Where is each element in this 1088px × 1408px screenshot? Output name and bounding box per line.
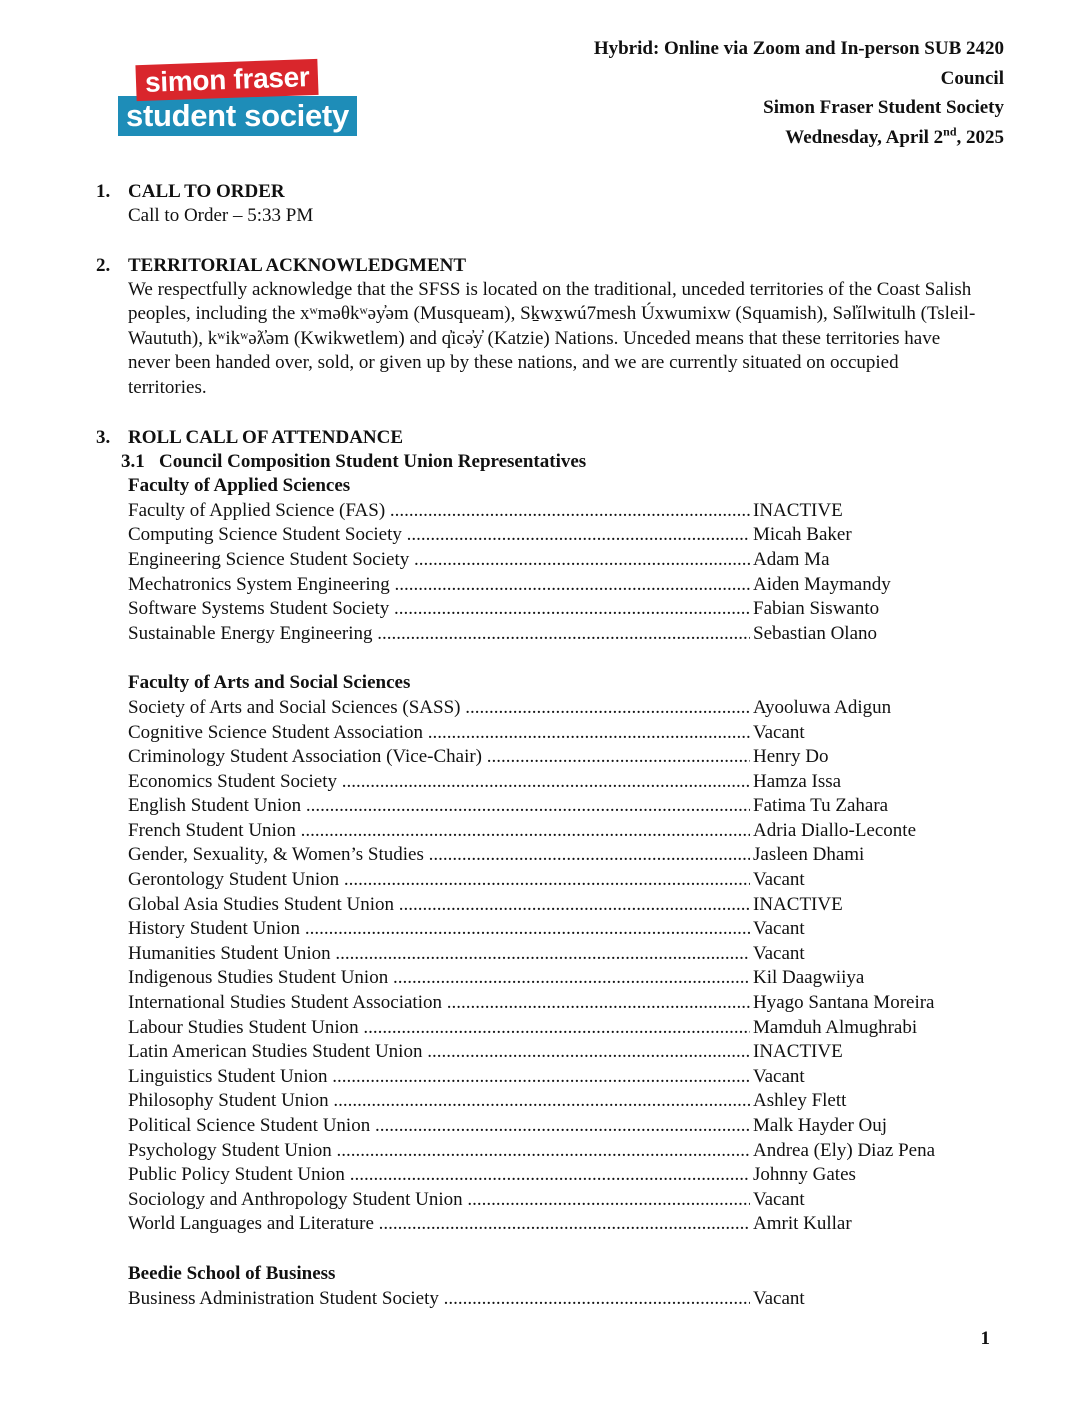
representative-name: Hamza Issa <box>753 770 842 792</box>
student-union-name: English Student Union ..... <box>128 794 750 819</box>
attendance-row <box>128 548 958 573</box>
representative-name: Micah Baker <box>753 524 852 546</box>
logo-line-student-society: student society <box>118 96 357 136</box>
representative-name: Vacant <box>753 1287 805 1309</box>
attendance-row <box>128 745 958 770</box>
representative-name: Hyago Santana Moreira <box>753 992 935 1014</box>
attendance-row <box>128 1065 958 1090</box>
representative-name: Jasleen Dhami <box>753 844 865 866</box>
representative-name: Vacant <box>753 721 805 743</box>
attendance-row <box>128 622 958 647</box>
representative-name: Kil Daagwiiya <box>753 967 865 989</box>
attendance-row <box>128 819 958 844</box>
representative-name: Mamduh Almughrabi <box>753 1016 918 1038</box>
representative-name: Vacant <box>753 1188 805 1210</box>
faculty-heading: Faculty of Arts and Social Sciences <box>128 672 411 694</box>
representative-name: Adria Diallo-Leconte <box>753 819 917 841</box>
logo-line-simon-fraser: simon fraser <box>135 59 319 101</box>
attendance-row <box>128 991 958 1016</box>
attendance-row <box>128 573 958 598</box>
student-union-name: Faculty of Applied Science (FAS) ..... <box>128 499 750 524</box>
section-heading-roll-call: 3. ROLL CALL OF ATTENDANCE <box>96 426 404 448</box>
representative-name: Vacant <box>753 942 805 964</box>
representative-name: Ashley Flett <box>753 1090 847 1112</box>
attendance-row <box>128 843 958 868</box>
student-union-name: French Student Union ..... <box>128 819 750 844</box>
student-union-name: Gerontology Student Union ..... <box>128 868 750 893</box>
attendance-row <box>128 696 958 721</box>
meeting-location: Hybrid: Online via Zoom and In-person SUB 2420 <box>593 38 1004 59</box>
student-union-name: Political Science Student Union ..... <box>128 1114 750 1139</box>
student-union-name: Economics Student Society ..... <box>128 770 750 795</box>
attendance-row <box>128 966 958 991</box>
attendance-row <box>128 794 958 819</box>
student-union-name: Cognitive Science Student Association ..... <box>128 721 750 746</box>
representative-name: Adam Ma <box>753 548 830 570</box>
attendance-row <box>128 1089 958 1114</box>
student-union-name: Criminology Student Association (Vice-Chair) ..... <box>128 745 750 770</box>
attendance-row <box>128 917 958 942</box>
representative-name: INACTIVE <box>753 1041 843 1063</box>
meeting-header <box>594 34 1004 152</box>
representative-name: Vacant <box>753 918 805 940</box>
section-heading-call-to-order: 1. CALL TO ORDER <box>96 181 285 202</box>
attendance-row <box>128 1287 958 1312</box>
subsection-heading-council-composition: 3.1 Council Composition Student Union Representatives <box>121 450 587 472</box>
attendance-row <box>128 1114 958 1139</box>
meeting-body: Council <box>940 67 1004 89</box>
student-union-name: Psychology Student Union ..... <box>128 1139 750 1164</box>
attendance-row <box>128 1212 958 1237</box>
attendance-row <box>128 868 958 893</box>
student-union-name: Computing Science Student Society ..... <box>128 523 750 548</box>
student-union-name: Philosophy Student Union ..... <box>128 1089 750 1114</box>
attendance-row <box>128 721 958 746</box>
student-union-name: History Student Union ..... <box>128 917 750 942</box>
student-union-name: Sustainable Energy Engineering ..... <box>128 622 750 647</box>
student-union-name: Humanities Student Union ..... <box>128 942 750 967</box>
meeting-date: Wednesday, April 2nd, 2025 <box>785 124 1004 148</box>
representative-name: Ayooluwa Adigun <box>753 696 892 718</box>
representative-name: Johnny Gates <box>753 1164 856 1186</box>
attendance-row <box>128 597 958 622</box>
sfss-logo <box>118 62 378 136</box>
student-union-name: Linguistics Student Union ..... <box>128 1065 750 1090</box>
call-to-order-text: Call to Order – 5:33 PM <box>128 205 314 226</box>
student-union-name: Society of Arts and Social Sciences (SASS) ..... <box>128 696 750 721</box>
student-union-name: Mechatronics System Engineering ..... <box>128 573 750 598</box>
attendance-groups <box>96 474 976 1311</box>
student-union-name: Engineering Science Student Society ..... <box>128 548 750 573</box>
student-union-name: Sociology and Anthropology Student Union ..... <box>128 1188 750 1213</box>
student-union-name: Gender, Sexuality, & Women’s Studies ..... <box>128 843 750 868</box>
student-union-name: Public Policy Student Union ..... <box>128 1163 750 1188</box>
student-union-name: Labour Studies Student Union ..... <box>128 1016 750 1041</box>
attendance-row <box>128 770 958 795</box>
representative-name: Andrea (Ely) Diaz Pena <box>753 1139 936 1161</box>
attendance-row <box>128 499 958 524</box>
section-heading-territorial-acknowledgment: 2. TERRITORIAL ACKNOWLEDGMENT <box>96 254 467 276</box>
representative-name: Henry Do <box>753 746 829 768</box>
representative-name: INACTIVE <box>753 893 843 915</box>
attendance-row <box>128 893 958 918</box>
representative-name: Malk Hayder Ouj <box>753 1115 888 1136</box>
attendance-row <box>128 942 958 967</box>
organization-name: Simon Fraser Student Society <box>763 97 1004 118</box>
faculty-heading: Beedie School of Business <box>128 1262 336 1284</box>
student-union-name: Business Administration Student Society ..... <box>128 1287 750 1312</box>
representative-name: Fatima Tu Zahara <box>753 795 889 817</box>
representative-name: Amrit Kullar <box>753 1213 852 1235</box>
student-union-name: Indigenous Studies Student Union ..... <box>128 966 750 991</box>
student-union-name: World Languages and Literature ..... <box>128 1212 750 1237</box>
representative-name: Sebastian Olano <box>753 622 878 644</box>
attendance-row <box>128 1139 958 1164</box>
faculty-heading: Faculty of Applied Sciences <box>128 475 351 497</box>
representative-name: Vacant <box>753 1065 805 1087</box>
student-union-name: Global Asia Studies Student Union ..... <box>128 893 750 918</box>
attendance-row <box>128 1163 958 1188</box>
attendance-row <box>128 1016 958 1041</box>
attendance-row <box>128 1188 958 1213</box>
representative-name: Vacant <box>753 869 805 891</box>
representative-name: Fabian Siswanto <box>753 598 880 620</box>
student-union-name: Latin American Studies Student Union ..... <box>128 1040 750 1065</box>
representative-name: Aiden Maymandy <box>753 573 891 595</box>
page-number: 1 <box>980 1328 990 1349</box>
student-union-name: International Studies Student Association ..... <box>128 991 750 1016</box>
student-union-name: Software Systems Student Society ..... <box>128 597 750 622</box>
attendance-row <box>128 523 958 548</box>
territorial-acknowledgment-text: We respectfully acknowledge that the SFSS is located on the traditional, unceded territories of the Coast Salish peoples, including the xʷməθkʷəy̓əm (Musqueam), Sḵwx̱wú7mesh Úxwumixw (Squamish), Səl̓ílwitulh (Tsleil-Waututh), kʷikʷəƛ̓əm (Kwikwetlem) and q̓icə̓y̓ (Katzie) Nations. Unceded means that these territories have never been handed over, sold, or given up by these nations, and we are currently situated on occupied territories. <box>128 278 976 398</box>
representative-name: INACTIVE <box>753 499 843 521</box>
agenda-body <box>96 180 976 1311</box>
attendance-row <box>128 1040 958 1065</box>
